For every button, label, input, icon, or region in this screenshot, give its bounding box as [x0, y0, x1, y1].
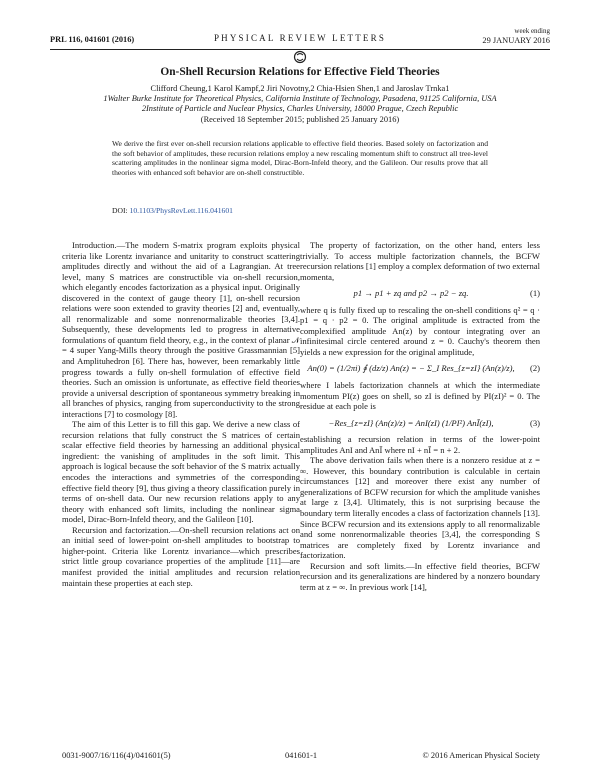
copyright: © 2016 American Physical Society: [422, 751, 540, 760]
equation-3-number: (3): [529, 417, 540, 428]
equation-2-body: An(0) = (1/2πi) ∮ (dz/z) An(z) = − Σ_I Res_{z=zI} (An(z)/z),: [307, 363, 515, 374]
doi-line: [112, 206, 233, 215]
channels-paragraph: where I labels factorization channels at which the intermediate momentum PI(z) goes on shell, so zI is defined by PI(zI)² = 0. The residue at each pole is: [300, 380, 540, 412]
equation-2-number: (2): [529, 363, 540, 374]
affiliation-2: 2Institute of Particle and Nuclear Physics, Charles University, 18000 Prague, Czech Republic: [141, 104, 459, 114]
journal-name: PHYSICAL REVIEW LETTERS: [213, 33, 387, 43]
equation-1-body: p1 → p1 + zq and p2 → p2 − zq.: [353, 288, 469, 299]
journal-reference: PRL 116, 041601 (2016): [50, 35, 135, 44]
aim-paragraph: The aim of this Letter is to fill this gap. We derive a new class of recursion relations that fully construct the S matrices of certain scalar effective field theories by harnessing an additional physical ingredient: the vanishing of amplitudes in the soft limit. This approach is logical because the soft behavior of the S matrix actually encodes the interactions and symmetries of the corresponding effective field theory [9], thus giving a theory classification purely in terms of on-shell data. Our new recursion relations apply to any theory with enhanced soft limits, including the nonlinear sigma model, Dirac-Born-Infeld theory, and the Galileon [10].: [62, 419, 300, 525]
date: 29 JANUARY 2016: [482, 36, 550, 45]
doi-link[interactable]: 10.1103/PhysRevLett.116.041601: [129, 206, 233, 215]
received-dates: (Received 18 September 2015; published 25 January 2016): [200, 114, 400, 124]
contour-paragraph: where q is fully fixed up to rescaling the on-shell conditions q² = q · p1 = q · p2 = 0. The original amplitude is extracted from the complexified amplitude An(z) by contour integrating over an infinitesimal circle centered around z = 0. Cauchy's theorem then yields a new expression for the original amplitude,: [300, 304, 540, 357]
equation-3-body: −Res_{z=zI} (An(z)/z) = AnI(zI) (1/PI²) AnĪ(zI),: [328, 417, 494, 428]
boundary-paragraph: The above derivation fails when there is a nonzero residue at z = ∞. However, this boundary contribution is calculable in certain circumstances [12] and moreover there exist any number of generalizations of BCFW recursion for which the amplitude vanishes at large z [3,4]. Ultimately, this is not surprising because the boundary term literally encodes a class of factorization channels [13]. Since BCFW recursion and its extensions apply to all renormalizable and some nonrenormalizable theories [3,4], the corresponding S matrices are completely fixed by Lorentz invariance and factorization.: [300, 455, 540, 561]
page-number: 041601-1: [284, 751, 318, 760]
soft-limits-paragraph: Recursion and soft limits.—In effective field theories, BCFW recursion and its generalizations are hindered by a nonzero boundary term at z = ∞. In previous work [14],: [300, 560, 540, 592]
right-column: [300, 240, 540, 592]
footer-code: 0031-9007/16/116(4)/041601(5): [62, 751, 171, 760]
affiliation-1: 1Walter Burke Institute for Theoretical Physics, California Institute of Technology, Pasadena, 91125 California, USA: [103, 94, 497, 104]
running-header: [50, 26, 550, 48]
intro-paragraph: Introduction.—The modern S-matrix program exploits physical criteria like Lorentz invariance and unitarity to construct scattering amplitudes directly and without the aid of a Lagrangian. At tree level, many S matrices are constructible via on-shell recursion, which elegantly encodes factorization as a physical input. Originally discovered in the context of gauge theory [1], on-shell recursion relations were soon extended to gravity theories [2] and, eventually, all renormalizable and some nonrenormalizable theories [3,4]. Subsequently, these developments led to progress in alternative formulations of quantum field theory, e.g., in the context of planar 𝒩 = 4 super Yang-Mills theory through the positive Grassmannian [5] and Amplituhedron [6]. There has, however, been remarkably little progress towards a fully on-shell formulation of effective field theories. Such an omission is unfortunate, as effective field theories provide a universal description of spontaneous symmetry breaking in all branches of physics, ranging from superconductivity to the strong interactions [7] to cosmology [8].: [62, 240, 300, 419]
week-label: week ending: [514, 27, 550, 35]
factorization-paragraph: The property of factorization, on the other hand, enters less trivially. To access multiple factorization channels, the BCFW recursion relations [1] employ a complex deformation of two external momenta,: [300, 240, 540, 282]
author-list: Clifford Cheung,1 Karol Kampf,2 Jiri Novotny,2 Chia-Hsien Shen,1 and Jaroslav Trnka1: [150, 84, 450, 93]
equation-1-number: (1): [529, 288, 540, 299]
paper-title: On-Shell Recursion Relations for Effective Field Theories: [160, 66, 440, 78]
crossmark-logo-icon: [293, 50, 307, 64]
equation-3: [300, 418, 540, 429]
recursion-factorization-paragraph: Recursion and factorization.—On-shell recursion relations act on an initial seed of lower-point on-shell amplitudes to bootstrap to higher-point. Criteria like Lorentz invariance—which prescribes strict little group covariance properties of the amplitude [11]—are manifest provided the initial amplitudes and recursion relation maintain these properties at each step.: [62, 524, 300, 588]
abstract: We derive the first ever on-shell recursion relations applicable to effective field theories. Based solely on factorization and the soft behavior of amplitudes, these recursion relations employ a new rescaling momentum shift to construct all tree-level scattering amplitudes in the nonlinear sigma model, Dirac-Born-Infeld theory, and the Galileon. Our results prove that all theories with enhanced soft behavior are on-shell constructible.: [112, 139, 488, 177]
issue-date: [482, 27, 550, 45]
recursion-relation-paragraph: establishing a recursion relation in terms of the lower-point amplitudes AnI and AnĪ where nI + nĪ = n + 2.: [300, 434, 540, 455]
equation-1: [300, 288, 540, 299]
left-column: [62, 240, 300, 588]
equation-2: [300, 363, 540, 374]
author-block: [0, 84, 600, 125]
doi-label: DOI:: [112, 206, 128, 215]
